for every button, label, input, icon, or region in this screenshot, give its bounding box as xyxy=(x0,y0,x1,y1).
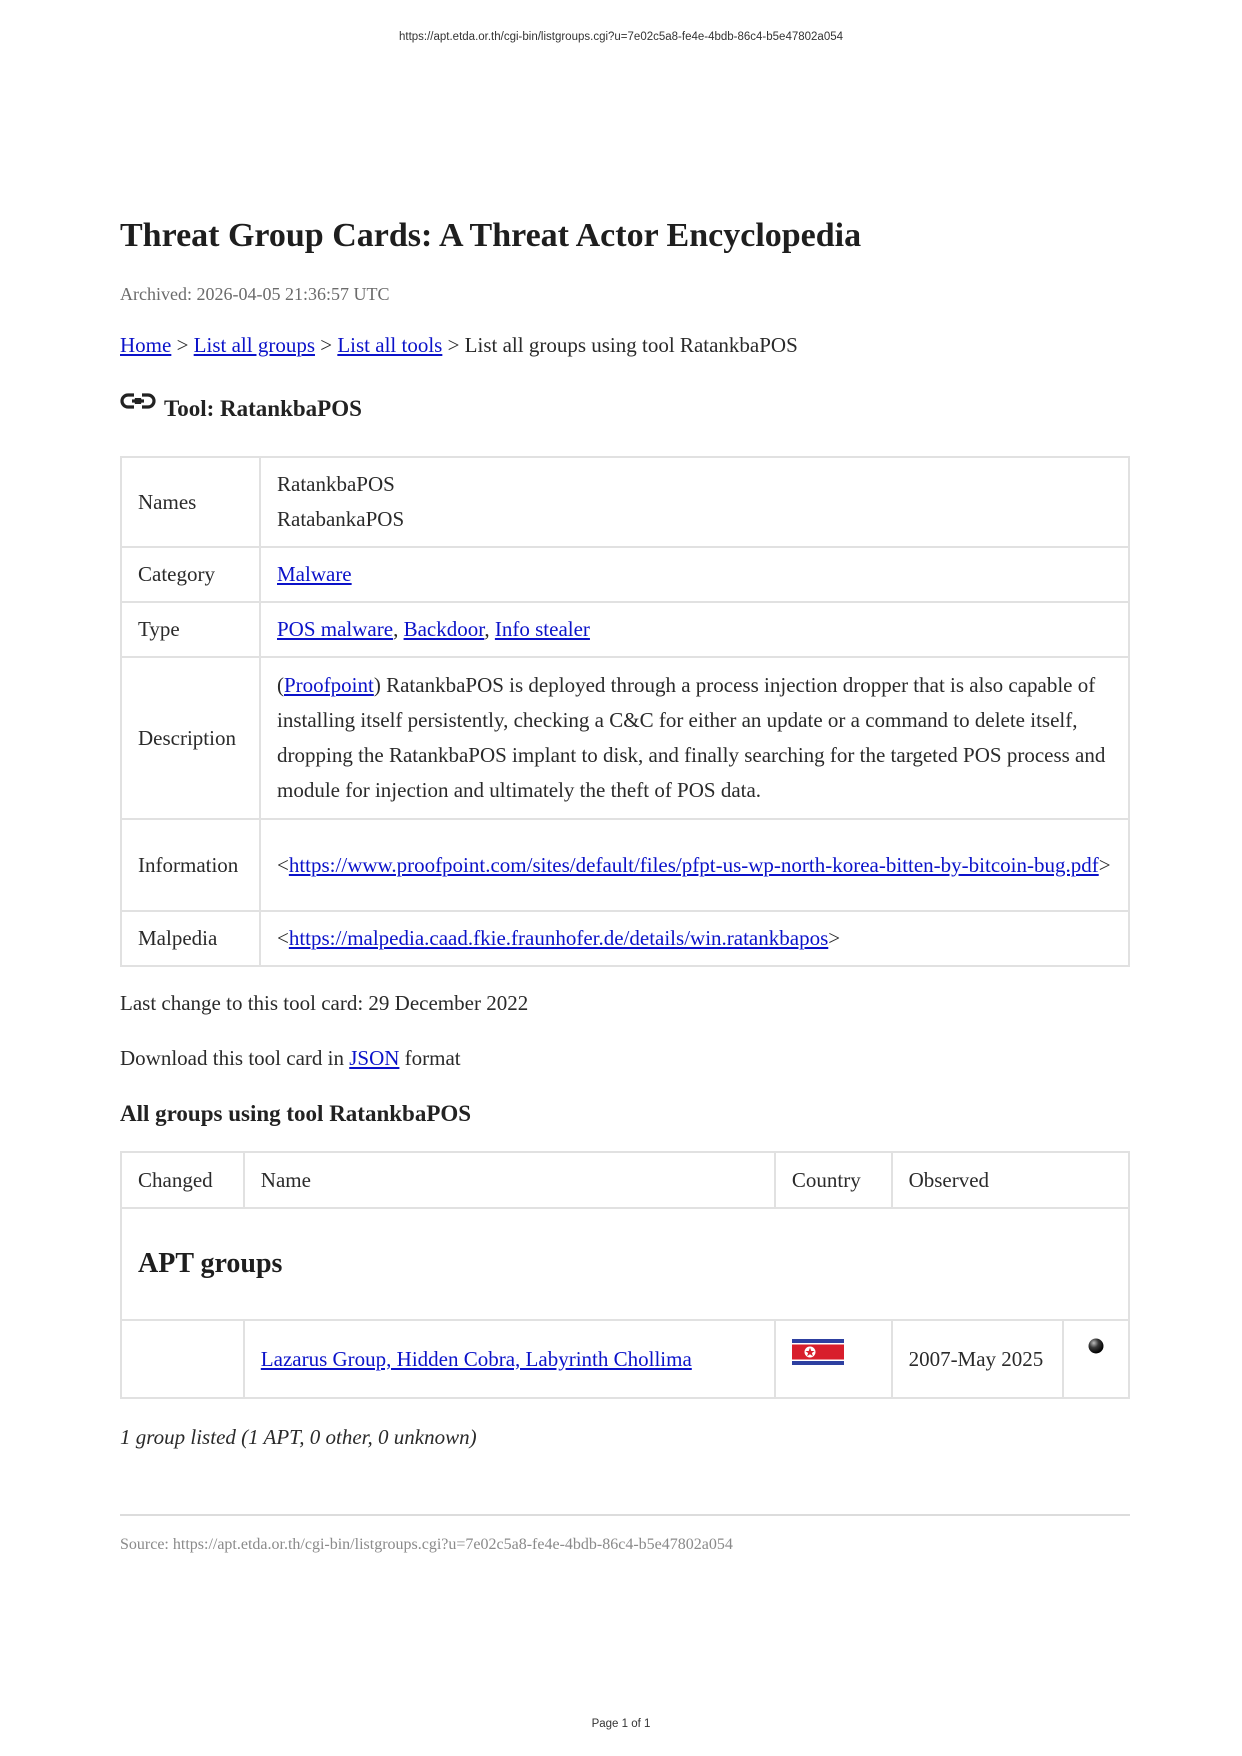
type-separator: , xyxy=(484,617,495,641)
breadcrumb-current: > List all groups using tool RatankbaPOS xyxy=(442,333,798,357)
breadcrumb-separator: > xyxy=(171,333,194,357)
breadcrumb xyxy=(120,333,1130,358)
row-changed xyxy=(121,1320,244,1398)
download-before: Download this tool card in xyxy=(120,1046,350,1070)
category-link[interactable]: Malware xyxy=(277,562,352,586)
row-name xyxy=(244,1320,775,1398)
category-value xyxy=(260,547,1129,602)
category-row xyxy=(121,547,1129,602)
information-link[interactable]: https://www.proofpoint.com/sites/default/files/pfpt-us-wp-north-korea-bitten-by-bitcoin-bug.pdf xyxy=(288,852,1099,877)
malpedia-link[interactable]: https://malpedia.caad.fkie.fraunhofer.de/details/win.ratankbapos xyxy=(288,926,829,950)
name-item: RatankbaPOS xyxy=(277,472,395,496)
information-value xyxy=(260,819,1129,911)
category-label: Category xyxy=(121,547,260,602)
gt-bracket: > xyxy=(828,926,841,950)
names-label: Names xyxy=(121,457,260,547)
row-country xyxy=(775,1320,892,1398)
malpedia-row xyxy=(121,911,1129,966)
description-value xyxy=(260,657,1129,819)
tool-heading-text: Tool: RatankbaPOS xyxy=(164,396,362,421)
link-icon xyxy=(120,390,156,414)
type-label: Type xyxy=(121,602,260,657)
type-link[interactable]: Info stealer xyxy=(494,617,590,641)
lt-bracket: < xyxy=(277,852,289,877)
information-row xyxy=(121,819,1129,911)
groups-table xyxy=(120,1151,1130,1399)
section-apt-groups: APT groups xyxy=(121,1208,1129,1320)
main-content xyxy=(120,212,1130,1554)
lt-bracket: < xyxy=(277,926,289,950)
group-link[interactable]: Lazarus Group, Hidden Cobra, Labyrinth Chollima xyxy=(260,1346,692,1371)
archived-timestamp: Archived: 2026-04-05 21:36:57 UTC xyxy=(120,284,390,304)
header-observed: Observed xyxy=(892,1152,1129,1208)
breadcrumb-tools-link[interactable]: List all tools xyxy=(337,333,443,357)
information-label: Information xyxy=(121,819,260,911)
groups-summary: 1 group listed (1 APT, 0 other, 0 unknown) xyxy=(120,1425,477,1449)
tool-heading xyxy=(120,396,1130,432)
source-line: Source: https://apt.etda.or.th/cgi-bin/listgroups.cgi?u=7e02c5a8-fe4e-4bdb-86c4-b5e47802a054 xyxy=(120,1536,733,1553)
divider xyxy=(120,1514,1130,1516)
black-ball-icon xyxy=(1088,1338,1104,1354)
desc-open-paren: ( xyxy=(277,673,284,697)
row-status xyxy=(1063,1320,1129,1398)
gt-bracket: > xyxy=(1098,852,1111,877)
description-row xyxy=(121,657,1129,819)
page-title: Threat Group Cards: A Threat Actor Encyclopedia xyxy=(120,217,862,254)
names-row xyxy=(121,457,1129,547)
malpedia-value xyxy=(260,911,1129,966)
download-after: format xyxy=(399,1046,461,1070)
type-value xyxy=(260,602,1129,657)
last-change-text: Last change to this tool card: 29 December 2022 xyxy=(120,991,529,1015)
malpedia-label: Malpedia xyxy=(121,911,260,966)
section-row xyxy=(121,1208,1129,1320)
header-changed: Changed xyxy=(121,1152,244,1208)
type-row xyxy=(121,602,1129,657)
breadcrumb-home-link[interactable]: Home xyxy=(120,333,172,357)
description-label: Description xyxy=(121,657,260,819)
names-value xyxy=(260,457,1129,547)
north-korea-flag-icon xyxy=(792,1339,844,1365)
groups-table-header xyxy=(121,1152,1129,1208)
row-observed: 2007-May 2025 xyxy=(892,1320,1064,1398)
description-text: ) RatankbaPOS is deployed through a process injection dropper that is also capable of installing itself persistently, checking a C&C for either an update or a command to delete itself, dropping the RatankbaPOS implant to disk, and finally searching for the targeted POS process and module for injection and ultimately the theft of POS data. xyxy=(277,673,1106,802)
breadcrumb-groups-link[interactable]: List all groups xyxy=(193,333,315,357)
type-link[interactable]: POS malware xyxy=(277,617,394,641)
description-source-link[interactable]: Proofpoint xyxy=(284,673,374,697)
print-header-url: https://apt.etda.or.th/cgi-bin/listgroups.cgi?u=7e02c5a8-fe4e-4bdb-86c4-b5e47802a054 xyxy=(398,31,844,43)
download-line xyxy=(120,1046,1130,1071)
name-item: RatabankaPOS xyxy=(277,507,405,531)
breadcrumb-separator: > xyxy=(315,333,338,357)
header-name: Name xyxy=(244,1152,775,1208)
groups-heading: All groups using tool RatankbaPOS xyxy=(120,1101,472,1126)
type-link[interactable]: Backdoor xyxy=(403,617,485,641)
table-row xyxy=(121,1320,1129,1398)
json-download-link[interactable]: JSON xyxy=(349,1046,400,1070)
type-separator: , xyxy=(393,617,404,641)
page-footer: Page 1 of 1 xyxy=(591,1718,651,1730)
tool-card-table xyxy=(120,456,1130,967)
header-country: Country xyxy=(775,1152,892,1208)
